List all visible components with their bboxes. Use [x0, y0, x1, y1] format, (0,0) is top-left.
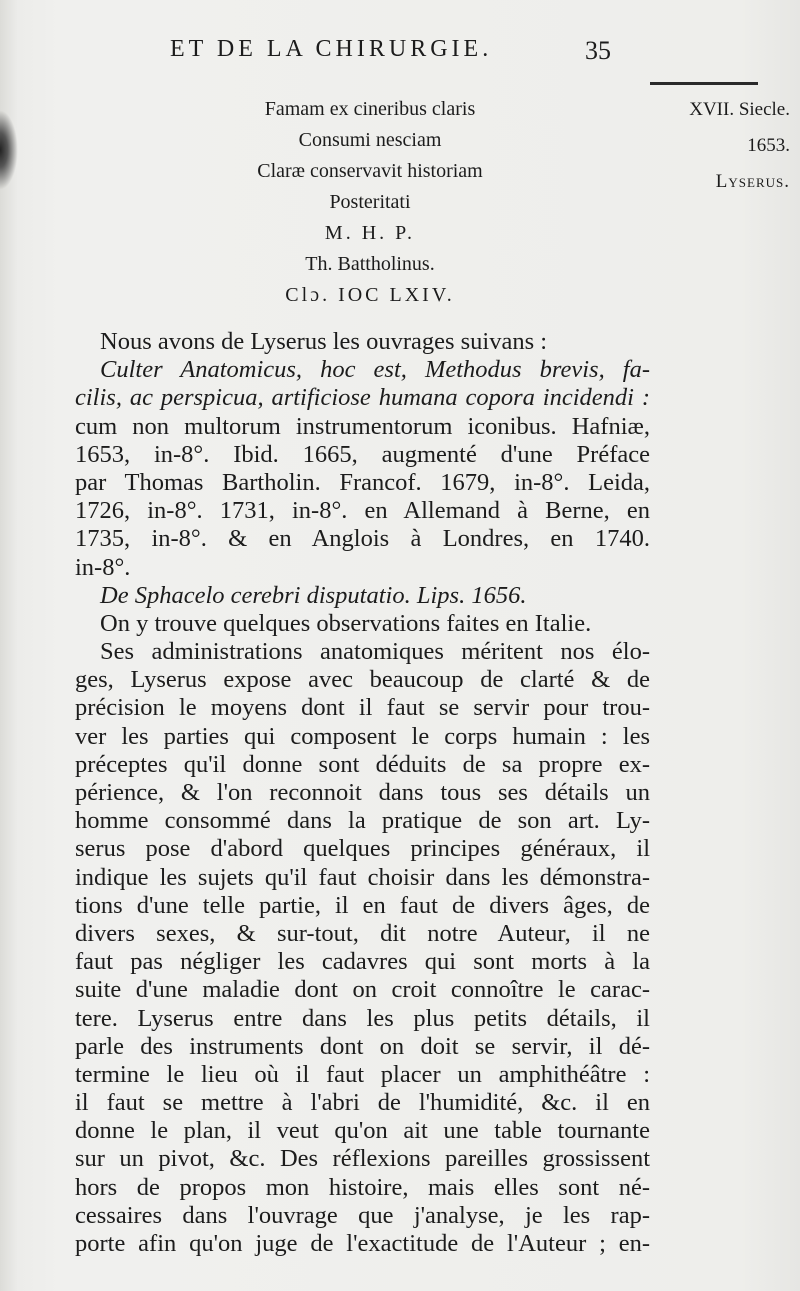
epitaph-line: Consumi nesciam	[298, 129, 442, 151]
paragraph-line: indique les sujets qu'il faut choisir dans les démonstra-	[75, 863, 650, 891]
epitaph-line: Famam ex cineribus claris	[264, 98, 476, 120]
paragraph-line: homme consommé dans la pratique de son art. Ly-	[75, 807, 650, 835]
epitaph-line: Th. Battholinus.	[305, 253, 435, 275]
paragraph-line: donne le plan, il veut qu'on ait une table tournante	[75, 1117, 650, 1145]
work-line: in-8°.	[75, 553, 131, 581]
paragraph-line: ges, Lyserus expose avec beaucoup de clarté & de	[75, 666, 650, 694]
page-header	[0, 36, 800, 76]
paragraph-line: divers sexes, & sur-tout, dit notre Auteur, il ne	[75, 919, 650, 947]
paragraph-line: périence, & l'on reconnoit dans tous ses détails un	[75, 779, 650, 806]
epitaph-line: Posteritati	[329, 191, 411, 213]
epitaph-line: M. H. P.	[324, 222, 416, 244]
paragraph-line: parle des instruments dont on doit se servir, il dé-	[75, 1032, 650, 1060]
page-edge-stain	[0, 110, 18, 190]
works-intro: Nous avons de Lyserus les ouvrages suivans :	[100, 328, 548, 355]
epitaph-line: Claræ conservavit historiam	[257, 160, 483, 182]
work-line: par Thomas Bartholin. Francof. 1679, in-8°. Leida,	[75, 468, 650, 496]
paragraph-line: il faut se mettre à l'abri de l'humidité, &c. il en	[75, 1089, 650, 1117]
margin-century: XVII. Siecle.	[689, 99, 790, 120]
paragraph-line: faut pas négliger les cadavres qui sont morts à la	[75, 948, 650, 976]
paragraph-line: suite d'une maladie dont on croit connoître le carac-	[75, 976, 650, 1004]
paragraph-line: cessaires dans l'ouvrage que j'analyse, je les rap-	[75, 1201, 650, 1229]
work-line: De Sphacelo cerebri disputatio. Lips. 1656.	[100, 581, 527, 609]
paragraph-line: précision le moyens dont il faut se servir pour trou-	[75, 694, 650, 722]
margin-year: 1653.	[747, 135, 790, 156]
running-title: ET DE LA CHIRURGIE.	[170, 36, 493, 62]
margin-author: Lyserus.	[715, 171, 790, 192]
paragraph-line: tions d'une telle partie, il en faut de divers âges, de	[75, 891, 650, 919]
epitaph	[150, 94, 590, 311]
margin-rule	[650, 82, 758, 85]
paragraph-line: hors de propos mon histoire, mais elles sont né-	[75, 1173, 650, 1201]
observations-line: On y trouve quelques observations faites en Italie.	[100, 609, 592, 637]
work-line: 1726, in-8°. 1731, in-8°. en Allemand à Berne, en	[75, 497, 650, 525]
work-line: Culter Anatomicus, hoc est, Methodus brevis, fa-	[100, 356, 650, 384]
work-line: 1653, in-8°. Ibid. 1665, augmenté d'une Préface	[75, 440, 650, 468]
margin-notes	[630, 92, 790, 200]
paragraph-line: termine le lieu où il faut placer un amphithéâtre :	[75, 1060, 650, 1088]
body-text	[75, 328, 650, 1258]
paragraph-line: Ses administrations anatomiques méritent nos élo-	[100, 638, 650, 666]
paragraph-line: ver les parties qui composent le corps humain : les	[75, 722, 650, 750]
page-number: 35	[585, 36, 611, 65]
epitaph-line: Clɔ. IOC LXIV.	[285, 284, 455, 306]
paragraph-line: préceptes qu'il donne sont déduits de sa propre ex-	[75, 750, 650, 778]
paragraph-line: serus pose d'abord quelques principes généraux, il	[75, 835, 650, 863]
work-line: cilis, ac perspicua, artificiose humana copora incidendi :	[75, 384, 650, 412]
paragraph-line: porte afin qu'on juge de l'exactitude de l'Auteur ; en-	[75, 1230, 650, 1257]
paragraph-line: sur un pivot, &c. Des réflexions pareilles grossissent	[75, 1145, 650, 1173]
paragraph-line: tere. Lyserus entre dans les plus petits détails, il	[75, 1004, 650, 1032]
work-line: cum non multorum instrumentorum iconibus. Hafniæ,	[75, 412, 650, 440]
work-line: 1735, in-8°. & en Anglois à Londres, en 1740.	[75, 525, 650, 553]
